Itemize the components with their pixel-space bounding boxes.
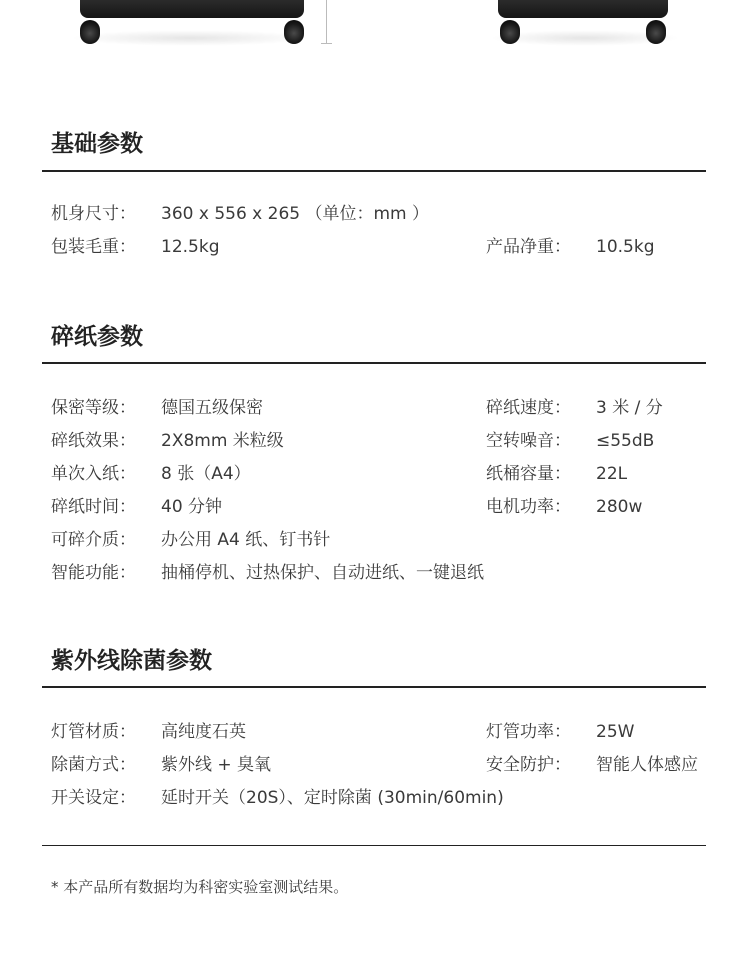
section-divider-shred (42, 362, 706, 364)
spec-value: 延时开关（20S）、定时除菌 (30min/60min) (161, 788, 504, 808)
spec-value: 22L (596, 464, 628, 484)
spec-label: 单次入纸： (51, 464, 136, 484)
spec-label: 灯管材质： (51, 722, 136, 742)
spec-row (0, 528, 750, 552)
section-title-shred: 碎纸参数 (51, 324, 143, 350)
spec-value: 280w (596, 497, 643, 517)
spec-label: 碎纸效果： (51, 431, 136, 451)
spec-label: 智能功能： (51, 563, 136, 583)
spec-row (0, 202, 750, 226)
spec-row (0, 429, 750, 453)
spec-label: 安全防护： (486, 755, 571, 775)
spec-value: 25W (596, 722, 635, 742)
footer-divider (42, 845, 706, 846)
product-images (0, 0, 750, 60)
spec-label: 空转噪音： (486, 431, 571, 451)
spec-value: 8 张（A4） (161, 464, 251, 484)
spec-value: ≤55dB (596, 431, 655, 451)
section-title-uv: 紫外线除菌参数 (51, 648, 212, 674)
spec-value: 德国五级保密 (161, 398, 263, 418)
spec-row (0, 753, 750, 777)
spec-label: 碎纸时间： (51, 497, 136, 517)
spec-label: 除菌方式： (51, 755, 136, 775)
spec-row (0, 720, 750, 744)
spec-value: 紫外线 + 臭氧 (161, 755, 272, 775)
section-divider-uv (42, 686, 706, 688)
spec-label: 包装毛重： (51, 237, 136, 257)
spec-row (0, 462, 750, 486)
spec-value: 40 分钟 (161, 497, 223, 517)
spec-row (0, 235, 750, 259)
spec-row (0, 396, 750, 420)
spec-label: 纸桶容量： (486, 464, 571, 484)
section-divider-basic (42, 170, 706, 172)
footnote: * 本产品所有数据均为科密实验室测试结果。 (51, 878, 349, 896)
spec-row (0, 786, 750, 810)
spec-value: 12.5kg (161, 237, 220, 257)
spec-value: 2X8mm 米粒级 (161, 431, 284, 451)
section-title-basic: 基础参数 (51, 131, 143, 157)
spec-label: 电机功率： (486, 497, 571, 517)
spec-value: 办公用 A4 纸、钉书针 (161, 530, 331, 550)
spec-value: 360 x 556 x 265 （单位：mm ） (161, 204, 430, 224)
spec-label: 开关设定： (51, 788, 136, 808)
spec-value: 3 米 / 分 (596, 398, 663, 418)
spec-label: 产品净重： (486, 237, 571, 257)
spec-value: 智能人体感应 (596, 755, 698, 775)
spec-label: 可碎介质： (51, 530, 136, 550)
spec-label: 碎纸速度： (486, 398, 571, 418)
spec-label: 灯管功率： (486, 722, 571, 742)
spec-label: 保密等级： (51, 398, 136, 418)
dimension-tick (321, 43, 332, 44)
spec-label: 机身尺寸： (51, 204, 136, 224)
dimension-line (326, 0, 327, 43)
spec-row (0, 495, 750, 519)
spec-row (0, 561, 750, 585)
spec-value: 抽桶停机、过热保护、自动进纸、一键退纸 (161, 563, 484, 583)
spec-value: 10.5kg (596, 237, 655, 257)
spec-value: 高纯度石英 (161, 722, 246, 742)
